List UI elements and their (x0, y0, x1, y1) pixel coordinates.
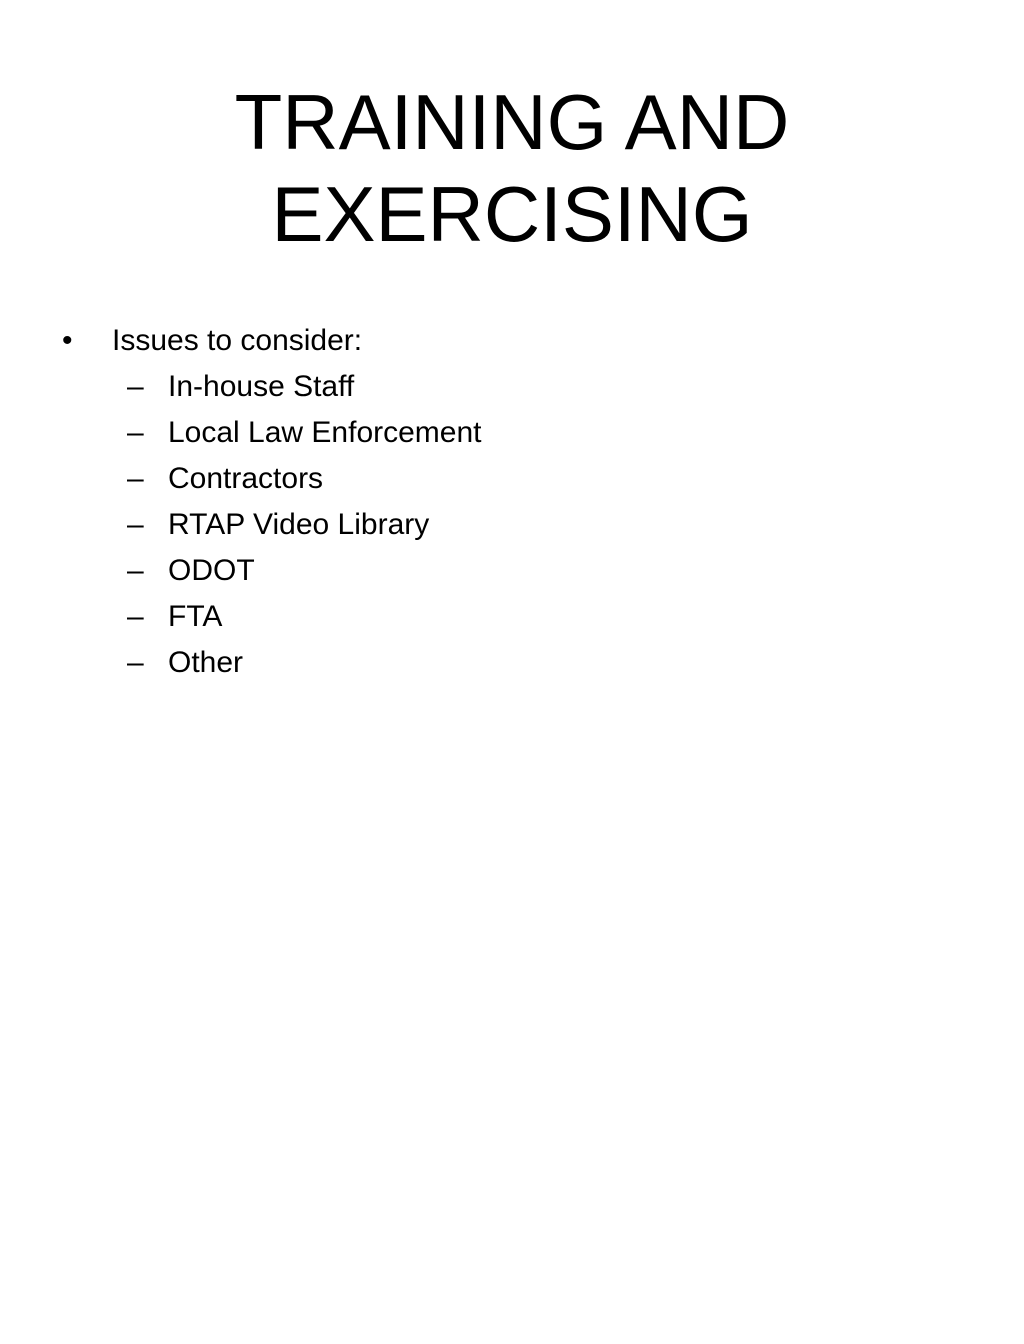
sub-list (0, 364, 1024, 686)
sub-item (0, 364, 1024, 410)
sub-item (0, 410, 1024, 456)
bullet-list (0, 318, 1024, 686)
sub-item (0, 548, 1024, 594)
bullet-item-issues (0, 318, 1024, 364)
dash-icon: – (127, 646, 144, 679)
slide-title (0, 76, 1024, 260)
title-line-1: TRAINING AND (234, 78, 790, 166)
bullet-text: Issues to consider: (112, 324, 363, 357)
sub-item (0, 640, 1024, 686)
sub-item-text: Local Law Enforcement (168, 416, 482, 449)
sub-item-text: RTAP Video Library (168, 508, 430, 541)
dash-icon: – (127, 416, 144, 449)
sub-item (0, 456, 1024, 502)
dash-icon: – (127, 554, 144, 587)
sub-item-text: Other (168, 646, 244, 679)
sub-item-text: ODOT (168, 554, 255, 587)
dash-icon: – (127, 370, 144, 403)
bullet-icon: • (62, 324, 73, 357)
sub-item (0, 594, 1024, 640)
sub-item-text: In-house Staff (168, 370, 355, 403)
sub-list-container (0, 364, 1024, 686)
title-line-2: EXERCISING (271, 170, 753, 258)
dash-icon: – (127, 600, 144, 633)
sub-item (0, 502, 1024, 548)
sub-item-text: Contractors (168, 462, 324, 495)
dash-icon: – (127, 508, 144, 541)
dash-icon: – (127, 462, 144, 495)
sub-item-text: FTA (168, 600, 223, 633)
